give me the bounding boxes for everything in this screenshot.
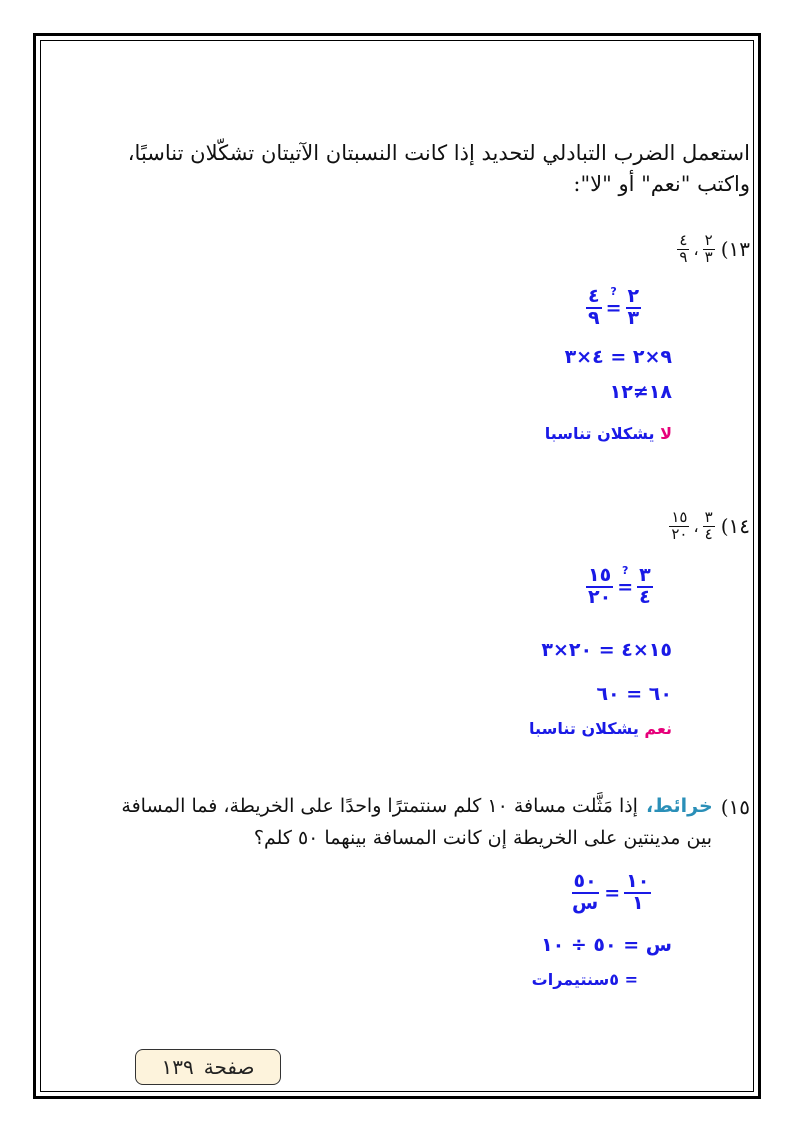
q14-step-1 [586,563,653,608]
question-15-text-2: بين مدينتين على الخريطة إن كانت المسافة بينهما ٥٠ كلم؟ [253,827,712,849]
equals-sign: = ? [617,563,634,598]
q13-step-2: ٩×٢ = ٤×٣ [564,346,672,368]
equals-sign: = ? [605,284,622,319]
q15-step-3: = ٥سنتيمرات [531,970,638,989]
question-15-label: خرائط، [645,795,713,817]
equals-sign: = [604,881,621,904]
q13-answer: لا يشكلان تناسبا [544,424,672,443]
fraction: $\frac{٥٠}{\text{س}}$ [572,870,599,914]
fraction: $\frac{٤}{٩}$ [588,285,600,329]
instruction-line-2: واكتب "نعم" أو "لا": [573,172,750,196]
question-13-row [677,233,750,266]
fraction: $\frac{١٥}{٢٠}$ [671,508,688,543]
question-14-row [669,510,750,543]
question-13-number: ١٣) [720,237,750,262]
fraction: $\frac{٣}{٤}$ [704,508,713,543]
fraction: $\frac{١٠}{١}$ [626,870,650,914]
q14-step-2: ١٥×٤ = ٢٠×٣ [541,639,672,661]
separator: ، [693,516,699,536]
fraction: $\frac{١٥}{٢٠}$ [588,564,612,608]
q13-step-3: ١٨≠١٢ [609,381,672,403]
fraction: $\frac{٣}{٤}$ [639,564,651,608]
page-number-label: صفحة [203,1055,255,1079]
page-number-badge [135,1049,281,1085]
q13-step-1 [586,284,641,329]
fraction: $\frac{٢}{٣}$ [627,285,640,329]
q15-step-2: س = ٥٠ ÷ ١٠ [541,934,672,956]
question-15-number: ١٥) [720,795,750,819]
instruction-line-1: استعمل الضرب التبادلي لتحديد إذا كانت النسبتان الآتيتان تشكّلان تناسبًا، [127,141,750,165]
separator: ، [693,239,699,259]
question-15-text-1: إذا مَثَّلت مسافة ١٠ كلم سنتمترًا واحدًا على الخريطة، فما المسافة [121,795,638,817]
page-number: ١٣٩ [161,1055,194,1079]
q15-step-1 [570,872,651,914]
question-14-number: ١٤) [720,514,750,539]
fraction: $\frac{٢}{٣}$ [704,231,713,266]
fraction: $\frac{٤}{٩}$ [679,231,688,266]
question-14-pair [669,510,714,543]
question-15-line-1 [121,795,750,819]
q14-answer: نعم يشكلان تناسبا [529,719,672,738]
question-13-pair [677,233,714,266]
q14-step-3: ٦٠ = ٦٠ [596,683,672,705]
